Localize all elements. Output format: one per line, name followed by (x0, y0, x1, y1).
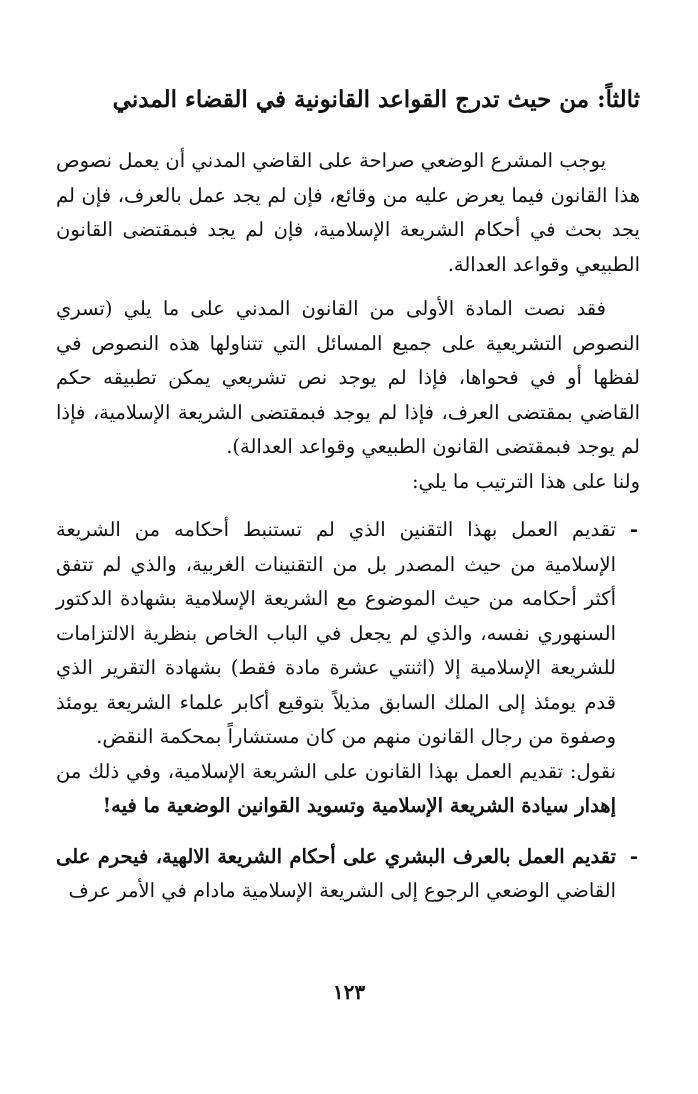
bullet-text: القاضي الوضعي الرجوع إلى الشريعة الإسلامية مادام في الأمر عرف (68, 879, 616, 902)
paragraph-article-one: فقد نصت المادة الأولى من القانون المدني على ما يلي (تسري النصوص التشريعية على جميع المسائل التي تتناولها هذه النصوص في لفظها أو في فحواها، فإذا لم يوجد نص تشريعي يمكن تطبيقه حكم القاضي بمقتضى العرف، فإذا لم يوجد فبمقتضى الشريعة الإسلامية، فإذا لم يوجد فبمقتضى القانون الطبيعي وقواعد العدالة). (56, 297, 640, 458)
bullet-text-emphasis: تقديم العمل بالعرف البشري على أحكام الشريعة الالهية، فيحرم على (56, 844, 616, 868)
section-heading: ثالثاً: من حيث تدرج القواعد القانونية في القضاء المدني (112, 86, 640, 113)
paragraph-our-remarks: ولنا على هذا الترتيب ما يلي: (411, 469, 640, 493)
bullet-note: نقول: تقديم العمل بهذا القانون على الشريعة الإسلامية، وفي ذلك من (56, 759, 616, 783)
bullet-dash: - (629, 844, 638, 868)
paragraph-legislator-duty: يوجب المشرع الوضعي صراحة على القاضي المدني أن يعمل نصوص هذا القانون فيما يعرض عليه من وقائع، فإن لم يجد عمل بالعرف، فإن لم يجد بحث في أحكام الشريعة الإسلامية، فإن لم يجد فبمقتضى القانون الطبيعي وقواعد العدالة. (56, 149, 640, 276)
page-number: ١٢٣ (332, 980, 366, 1004)
bullet-dash: - (629, 518, 638, 541)
bullet-item-2 (56, 840, 640, 909)
bullet-text: تقديم العمل بهذا التقنين الذي لم تستنبط أحكامه من الشريعة الإسلامية من حيث المصدر بل من التقنينات الغربية، والذي لم تتفق أكثر أحكامه من حيث الموضوع مع الشريعة الإسلامية بشهادة الدكتور السنهوري نفسه، والذي لم يجعل في الباب الخاص بنظرية الالتزامات للشريعة الإسلامية إلا (اثنتي عشرة مادة فقط) بشهادة التقرير الذي قدم يومئذ إلى الملك السابق مذيلاً بتوقيع أكابر علماء الشريعة يومئذ وصفوة من رجال القانون منهم من كان مستشاراً بمحكمة النقض. (56, 518, 616, 748)
bullet-item-1 (56, 513, 640, 824)
bullet-note-emphasis: إهدار سيادة الشريعة الإسلامية وتسويد القوانين الوضعية ما فيه! (102, 794, 616, 817)
